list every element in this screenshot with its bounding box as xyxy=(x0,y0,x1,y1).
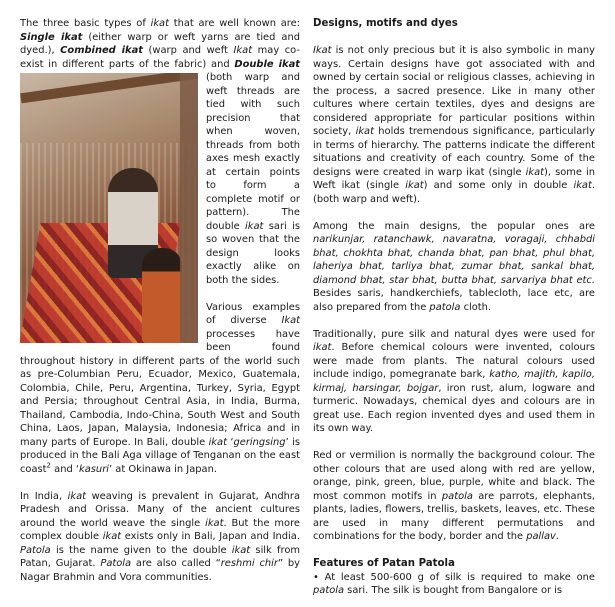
text: is not only precious but it is also symbolic in many ways. Certain designs have got associated with and owned by certain social or religious classes, achieving in the process, a sacred presence. Like in many other cultures where certain textiles, dyes and designs are considered appropriate for particular positions within society, xyxy=(313,45,595,137)
text: (both warp and weft threads are tied with such precision that when woven, threads from both axes mesh exactly at certain points to form a complete motif or pattern). The double xyxy=(206,72,300,232)
footnote-marker: 2 xyxy=(46,461,52,470)
natural-dyes-paragraph xyxy=(313,328,595,436)
text: sari. The silk is bought from Bangalore or is xyxy=(344,585,563,596)
italic-term: ikat xyxy=(208,436,227,448)
text: , iron rust, alum, logware and turmeric. Nowadays, chemical dyes and colours are in great use. Each region invented dyes and used them in its own way. xyxy=(313,382,595,434)
italic-term: pallav xyxy=(526,531,556,542)
text: cloth. xyxy=(460,301,492,313)
text: holds tremendous significance, particularly in terms of hierarchy. The patterns indicate the different situations and creativity of each country. Some of the designs were created in warp ikat (single xyxy=(313,126,595,178)
italic-term: Patola xyxy=(100,558,132,569)
text: may co-exist in different parts of the fabric) and xyxy=(20,45,300,70)
symbolism-paragraph xyxy=(313,44,595,206)
italic-term: ikat xyxy=(150,18,169,29)
text: Red or vermilion is normally the background colour. The other colours that are used along with red are yellow, orange, pink, green, blue, purple, white and black. The most common motifs in xyxy=(313,450,595,502)
types-of-ikat-paragraph xyxy=(20,17,300,287)
text: Among the main designs, the popular ones are xyxy=(313,220,595,232)
text: (either warp or weft yarns are tied and dyed.), xyxy=(20,31,300,56)
italic-term: kasuri xyxy=(79,463,109,475)
italic-term: Ikat xyxy=(313,45,332,56)
double-ikat-term: Double ikat xyxy=(234,58,301,70)
text: ’ at Okinawa in Japan. xyxy=(109,463,217,475)
italic-term: geringsing xyxy=(233,436,286,448)
italic-term: ikat xyxy=(573,180,592,191)
italic-term: ikat xyxy=(525,166,545,178)
text: are parrots, elephants, plants, ladies, flowers, trellis, baskets, leaves, etc. These are used in many different permutations and combinations for the body, border and the xyxy=(313,490,595,542)
text: are also called “ xyxy=(131,558,221,569)
italic-term: Ikat xyxy=(281,315,300,326)
text: exists only in Bali, Japan and India. xyxy=(121,531,300,542)
italic-term: ikat xyxy=(67,490,87,502)
left-column xyxy=(20,17,300,584)
text: The three basic types of xyxy=(20,18,151,29)
text: ) and some only in double xyxy=(423,180,574,191)
italic-term: patola xyxy=(441,490,473,502)
section-heading-designs: Designs, motifs and dyes xyxy=(313,18,458,29)
italic-term: ikat xyxy=(102,531,122,542)
italic-term: patola xyxy=(429,301,461,313)
text: ‘ xyxy=(226,436,234,448)
features-list xyxy=(313,571,595,598)
italic-term: patola xyxy=(313,585,345,596)
colours-motifs-paragraph xyxy=(313,449,595,544)
italic-term: Patola xyxy=(20,544,51,556)
text: processes have been found throughout history in different parts of the world such as pre-Columbian Peru, Ecuador, Mexico, Guatemala, Colombia, Chile, Peru, Argentina, Turkey, Syria, Egypt and Persia; throughout Central Asia, in India, Burma, Thailand, Cambodia, Indo-China, South West and South China, Laos, Japan, Malaysia, Indonesia; Africa and in many parts of Europe. In Bali, double xyxy=(20,328,300,448)
text: Traditionally, pure silk and natural dyes were used for xyxy=(313,328,595,340)
text: is the name given to the double xyxy=(50,544,232,556)
bullet-icon: • xyxy=(313,571,319,583)
text: weaving is prevalent in Gujarat, Andhra Pradesh and Orissa. Many of the ancient cultures around the world weave the single xyxy=(20,490,300,529)
dye-names-list: katho, majith, kapilo, kirmaj, harsingar, bojgar xyxy=(313,369,595,394)
combined-ikat-term: Combined ikat xyxy=(60,45,143,56)
text: . Before chemical colours were invented, colours were made from plants. The natural colours used include indigo, pomegranate bark, xyxy=(313,342,595,380)
text: Besides saris, handkerchiefs, tablecloth, lace etc, are also prepared from the xyxy=(313,288,595,313)
italic-term: ikat xyxy=(205,517,224,529)
list-item xyxy=(313,571,595,598)
text: and ‘ xyxy=(51,463,80,475)
italic-term: ikat xyxy=(245,220,264,232)
text: silk from Patan, Gujarat. xyxy=(20,544,300,569)
italic-term: reshmi chir xyxy=(220,558,278,569)
loom-beam xyxy=(20,73,198,103)
text: ” by Nagar Brahmin and Vora communities. xyxy=(20,558,300,583)
text: sari is so woven that the design looks exactly alike on both the sides. xyxy=(206,220,300,286)
text: that are well known are: xyxy=(168,18,300,29)
italic-term: ikat xyxy=(355,126,374,137)
single-ikat-term: Single ikat xyxy=(20,31,83,43)
right-column xyxy=(313,17,595,598)
italic-term: ikat xyxy=(313,342,332,353)
child-figure xyxy=(142,248,182,343)
text: . (both warp and weft). xyxy=(313,180,595,205)
text: At least 500-600 g of silk is required to make one xyxy=(318,571,595,583)
weaving-photo xyxy=(20,73,198,343)
loom-post xyxy=(180,73,198,343)
text: ’ is produced in the Bali Aga village of Tenganan on the east coast xyxy=(20,436,300,475)
text: (warp and weft xyxy=(142,45,234,56)
section-heading-features: Features of Patan Patola xyxy=(313,558,455,569)
text: In India, xyxy=(20,490,68,502)
design-names-list: narikunjar, ratanchawk, navaratna, voragaji, chhabdi bhat, chokhta bhat, chanda bhat, pan bhat, phul bhat, laheriya bhat, tarliya bhat, zumar bhat, sankal bhat, diamond bhat, star bhat, butta bhat, sarvariya bhat etc. xyxy=(313,234,595,286)
text: . xyxy=(555,531,560,542)
text: . But the more complex double xyxy=(20,517,300,542)
text: Various examples of diverse xyxy=(206,301,300,326)
text: ), some in Weft ikat (single xyxy=(313,166,595,191)
italic-term: Ikat xyxy=(233,45,253,56)
italic-term: ikat xyxy=(405,180,424,191)
main-designs-paragraph xyxy=(313,220,595,315)
ikat-india-paragraph xyxy=(20,490,300,585)
italic-term: ikat xyxy=(231,544,251,556)
